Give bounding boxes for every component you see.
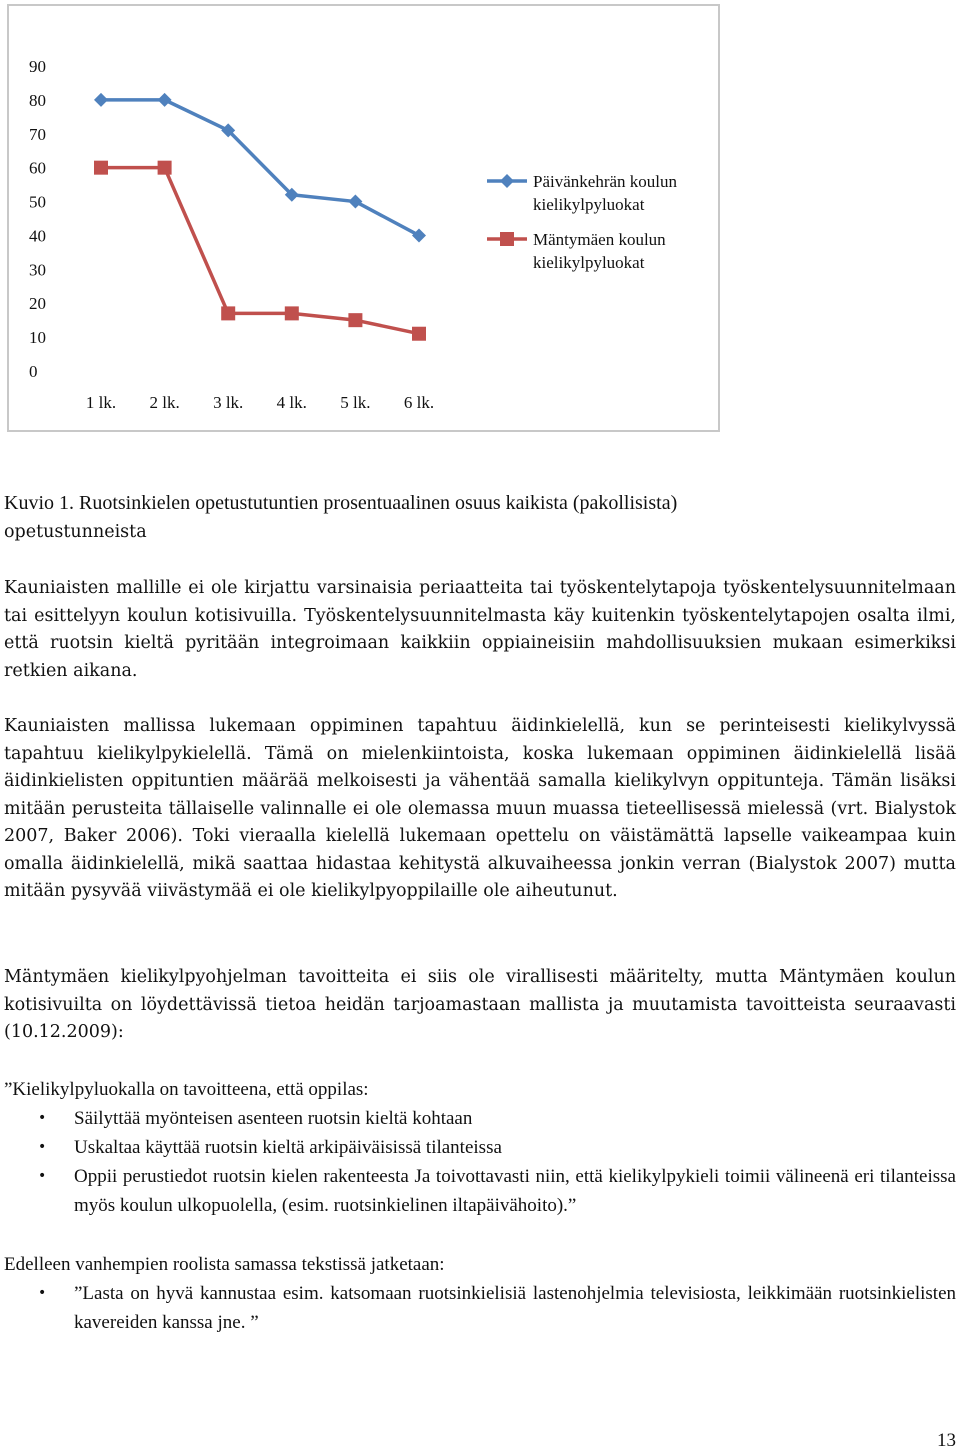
data-point: [348, 195, 362, 209]
y-tick-label: 60: [29, 158, 46, 178]
page-number: 13: [937, 1430, 956, 1451]
y-tick-label: 80: [29, 90, 46, 110]
y-tick-label: 30: [29, 260, 46, 280]
quote-goals-intro: ”Kielikylpyluokalla on tavoitteena, että oppilas:: [4, 1079, 369, 1100]
list-item: • Uskaltaa käyttää ruotsin kieltä arkipäiväisissä tilanteissa: [4, 1133, 956, 1162]
y-tick-label: 10: [29, 328, 46, 348]
data-point: [158, 93, 172, 107]
goals-list: [4, 1104, 956, 1220]
list-item: • Oppii perustiedot ruotsin kielen rakenteesta Ja toivottavasti niin, että kielikylpykieli toimii välineenä eri tilanteissa myös koulun ulkopuolella, (esim. ruotsinkielinen iltapäivähoito).”: [4, 1162, 956, 1220]
list-item: • ”Lasta on hyvä kannustaa esim. katsomaan ruotsinkielisiä lastenohjelmia televisiosta, leikkimään ruotsinkielisten kavereiden kanssa jne. ”: [4, 1279, 956, 1337]
x-tick-label: 6 lk.: [403, 393, 435, 412]
legend-label: Mäntymäen koulun: [533, 230, 666, 249]
data-point: [94, 93, 108, 107]
paragraph-2: Kauniaisten mallissa lukemaan oppiminen tapahtuu äidinkielellä, kun se perinteisesti kielikylvyssä tapahtuu kielikylpykielellä. Tämä on mielenkiintoista, koska lukemaan oppiminen äidinkielellä lisää äidinkielisten oppituntien määrää melkoisesti ja vähentää samalla kielikylvyn oppitunteja. Tämän lisäksi mitään perusteita tällaiselle valinnalle ei ole olemassa muun muassa tieteellisessä mielessä (vrt. Bialystok 2007, Baker 2006). Toki vieraalla kielellä lukemaan opettelu on väistämättä lapselle vaikeampaa kuin omalla äidinkielellä, mikä saattaa hidastaa kehitystä alkuvaiheessa jonkin verran (Bialystok 2007) mutta mitään pysyvää viivästymää ei ole kielikylpyoppilaille ole aiheutunut.: [4, 716, 956, 901]
paragraph-1: Kauniaisten mallille ei ole kirjattu varsinaisia periaatteita tai työskentelytapoja työskentelysuunnitelmaan tai esittelyyn koulun kotisivuilla. Työskentelysuunnitelmasta käy kuitenkin työskentelytapojen osalta ilmi, että ruotsin kieltä pyritään integroimaan kaikkiin oppiaineisiin mahdollisuuksien mukaan esimerkiksi retkien aikana.: [4, 578, 956, 681]
x-tick-label: 4 lk.: [276, 393, 307, 412]
quote-goals: [4, 1075, 956, 1220]
data-point: [412, 228, 426, 242]
y-tick-label: 90: [29, 57, 46, 76]
quote-parents-intro: Edelleen vanhempien roolista samassa tekstissä jatketaan:: [4, 1254, 445, 1275]
data-point: [221, 306, 235, 320]
legend-marker: [500, 174, 514, 188]
y-tick-label: 70: [29, 124, 46, 144]
data-point: [412, 327, 426, 341]
y-tick-label: 0: [29, 362, 38, 381]
figure-caption: [4, 490, 956, 546]
bullet-icon: •: [38, 1139, 47, 1155]
y-tick-label: 20: [29, 294, 46, 314]
caption-first-line: Kuvio 1. Ruotsinkielen opetustutuntien prosentuaalinen osuus kaikista (pakollisista): [4, 492, 678, 514]
caption-second-line: opetustunneista: [4, 521, 147, 542]
bullet-icon: •: [38, 1110, 47, 1126]
y-tick-label: 50: [29, 192, 46, 212]
parents-list: [4, 1279, 956, 1337]
legend-label: Päivänkehrän koulun: [533, 172, 677, 191]
data-point: [94, 161, 108, 175]
data-point: [348, 313, 362, 327]
series-line-2: [101, 168, 419, 334]
paragraph-3: Mäntymäen kielikylpyohjelman tavoitteita ei siis ole virallisesti määritelty, mutta Mäntymäen koulun kotisivuilta on löydettävissä tietoa heidän tarjoamastaan mallista ja muutamista tavoitteista seuraavasti (10.12.2009):: [4, 967, 956, 1042]
x-tick-label: 2 lk.: [149, 393, 180, 412]
data-point: [158, 161, 172, 175]
chart-svg: [9, 6, 718, 430]
x-tick-label: 1 lk.: [85, 393, 117, 412]
line-chart: [7, 4, 720, 432]
bullet-icon: •: [38, 1285, 47, 1301]
x-tick-label: 3 lk.: [213, 393, 244, 412]
legend-marker: [500, 232, 514, 246]
legend-label: kielikylpyluokat: [533, 253, 645, 272]
bullet-icon: •: [38, 1168, 47, 1184]
list-item: • Säilyttää myönteisen asenteen ruotsin kieltä kohtaan: [4, 1104, 956, 1133]
quote-parents: [4, 1250, 956, 1337]
legend-label: kielikylpyluokat: [533, 195, 645, 214]
x-tick-label: 5 lk.: [340, 393, 371, 412]
y-tick-label: 40: [29, 226, 46, 246]
data-point: [285, 306, 299, 320]
